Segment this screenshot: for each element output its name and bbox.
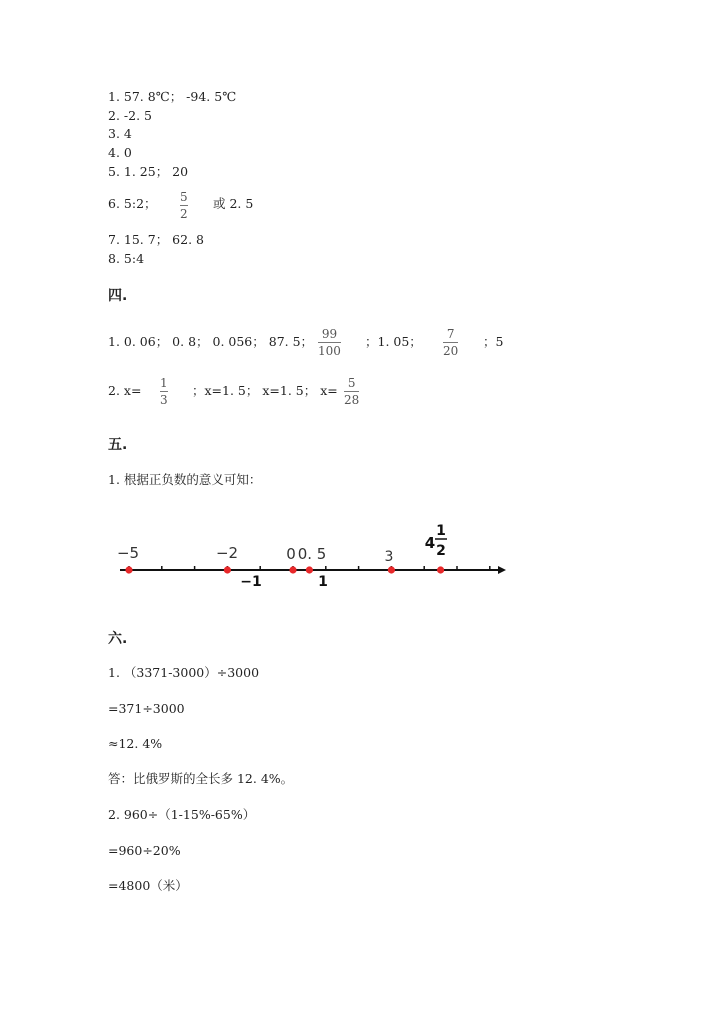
calc-line-7: =4800（米）	[108, 878, 188, 893]
fraction-99-100	[318, 327, 341, 358]
label-one: 1	[318, 574, 328, 590]
q1-part-b: ；1. 05；	[365, 334, 422, 349]
answer-line-1: 1. 57. 8℃； -94. 5℃	[108, 89, 237, 104]
fraction-denominator: 28	[344, 393, 360, 407]
fraction-bar	[344, 391, 359, 392]
answer-line-3: 3. 4	[108, 126, 132, 141]
fraction-numerator: 5	[180, 190, 188, 204]
number-line-point	[125, 566, 132, 573]
fraction-denominator: 3	[160, 393, 168, 407]
fraction-bar	[160, 391, 168, 392]
number-line-point	[437, 566, 444, 573]
fraction-denominator: 100	[318, 344, 341, 358]
fraction-numerator: 1	[160, 376, 168, 390]
label-three: 3	[384, 549, 394, 565]
fraction-numerator: 5	[347, 376, 356, 390]
mixed-number-numerator: 1	[436, 523, 446, 539]
calc-line-4: 答：比俄罗斯的全长多 12. 4%。	[108, 771, 294, 786]
calc-line-2: =371÷3000	[108, 701, 185, 716]
fraction-numerator: 99	[321, 327, 338, 341]
calc-line-1: 1. （3371-3000）÷3000	[108, 665, 260, 680]
answer-line-6-prefix: 6. 5:2；	[108, 196, 157, 211]
number-line-point	[306, 566, 313, 573]
calc-line-6: =960÷20%	[108, 843, 181, 858]
section-heading-4: 四.	[108, 288, 128, 304]
fraction-5-2	[180, 190, 188, 221]
fraction-denominator: 2	[180, 207, 188, 221]
section5-question-1: 1. 根据正负数的意义可知：	[108, 472, 262, 487]
label-zero: 0	[286, 545, 296, 563]
number-line-point	[388, 566, 395, 573]
label-neg5: −5	[116, 544, 140, 562]
mixed-number-denominator: 2	[436, 543, 446, 559]
fraction-numerator: 7	[446, 327, 455, 341]
fraction-bar	[318, 342, 341, 343]
fraction-5-28	[344, 376, 359, 407]
fraction-bar	[443, 342, 458, 343]
answer-line-8: 8. 5:4	[108, 251, 145, 266]
calc-line-3: ≈12. 4%	[108, 736, 163, 751]
fraction-denominator: 20	[443, 344, 459, 358]
answer-line-5: 5. 1. 25； 20	[108, 164, 189, 179]
number-line-figure	[100, 515, 520, 595]
q2-part-a: 2. x=	[108, 383, 142, 398]
number-line-point	[289, 566, 296, 573]
answer-line-6-suffix: 或 2. 5	[213, 196, 254, 211]
fraction-bar	[180, 205, 188, 206]
section-heading-6: 六.	[108, 631, 128, 647]
fraction-1-3	[160, 376, 168, 407]
label-neg2: −2	[215, 544, 239, 562]
answer-line-7: 7. 15. 7； 62. 8	[108, 232, 204, 247]
number-line-point	[224, 566, 231, 573]
calc-line-5: 2. 960÷（1-15%-65%）	[108, 807, 256, 822]
q1-part-c: ；5	[483, 334, 504, 349]
answer-line-2: 2. -2. 5	[108, 108, 152, 123]
label-neg1: −1	[240, 574, 262, 590]
fraction-7-20	[443, 327, 458, 358]
section-heading-5: 五.	[108, 437, 128, 453]
q1-part-a: 1. 0. 06； 0. 8； 0. 056； 87. 5；	[108, 334, 314, 349]
number-line-arrow	[498, 566, 506, 574]
mixed-number-whole: 4	[424, 534, 436, 552]
q2-part-b: ；x=1. 5； x=1. 5； x=	[192, 383, 338, 398]
answer-line-4: 4. 0	[108, 145, 132, 160]
label-half: 0. 5	[297, 545, 327, 563]
